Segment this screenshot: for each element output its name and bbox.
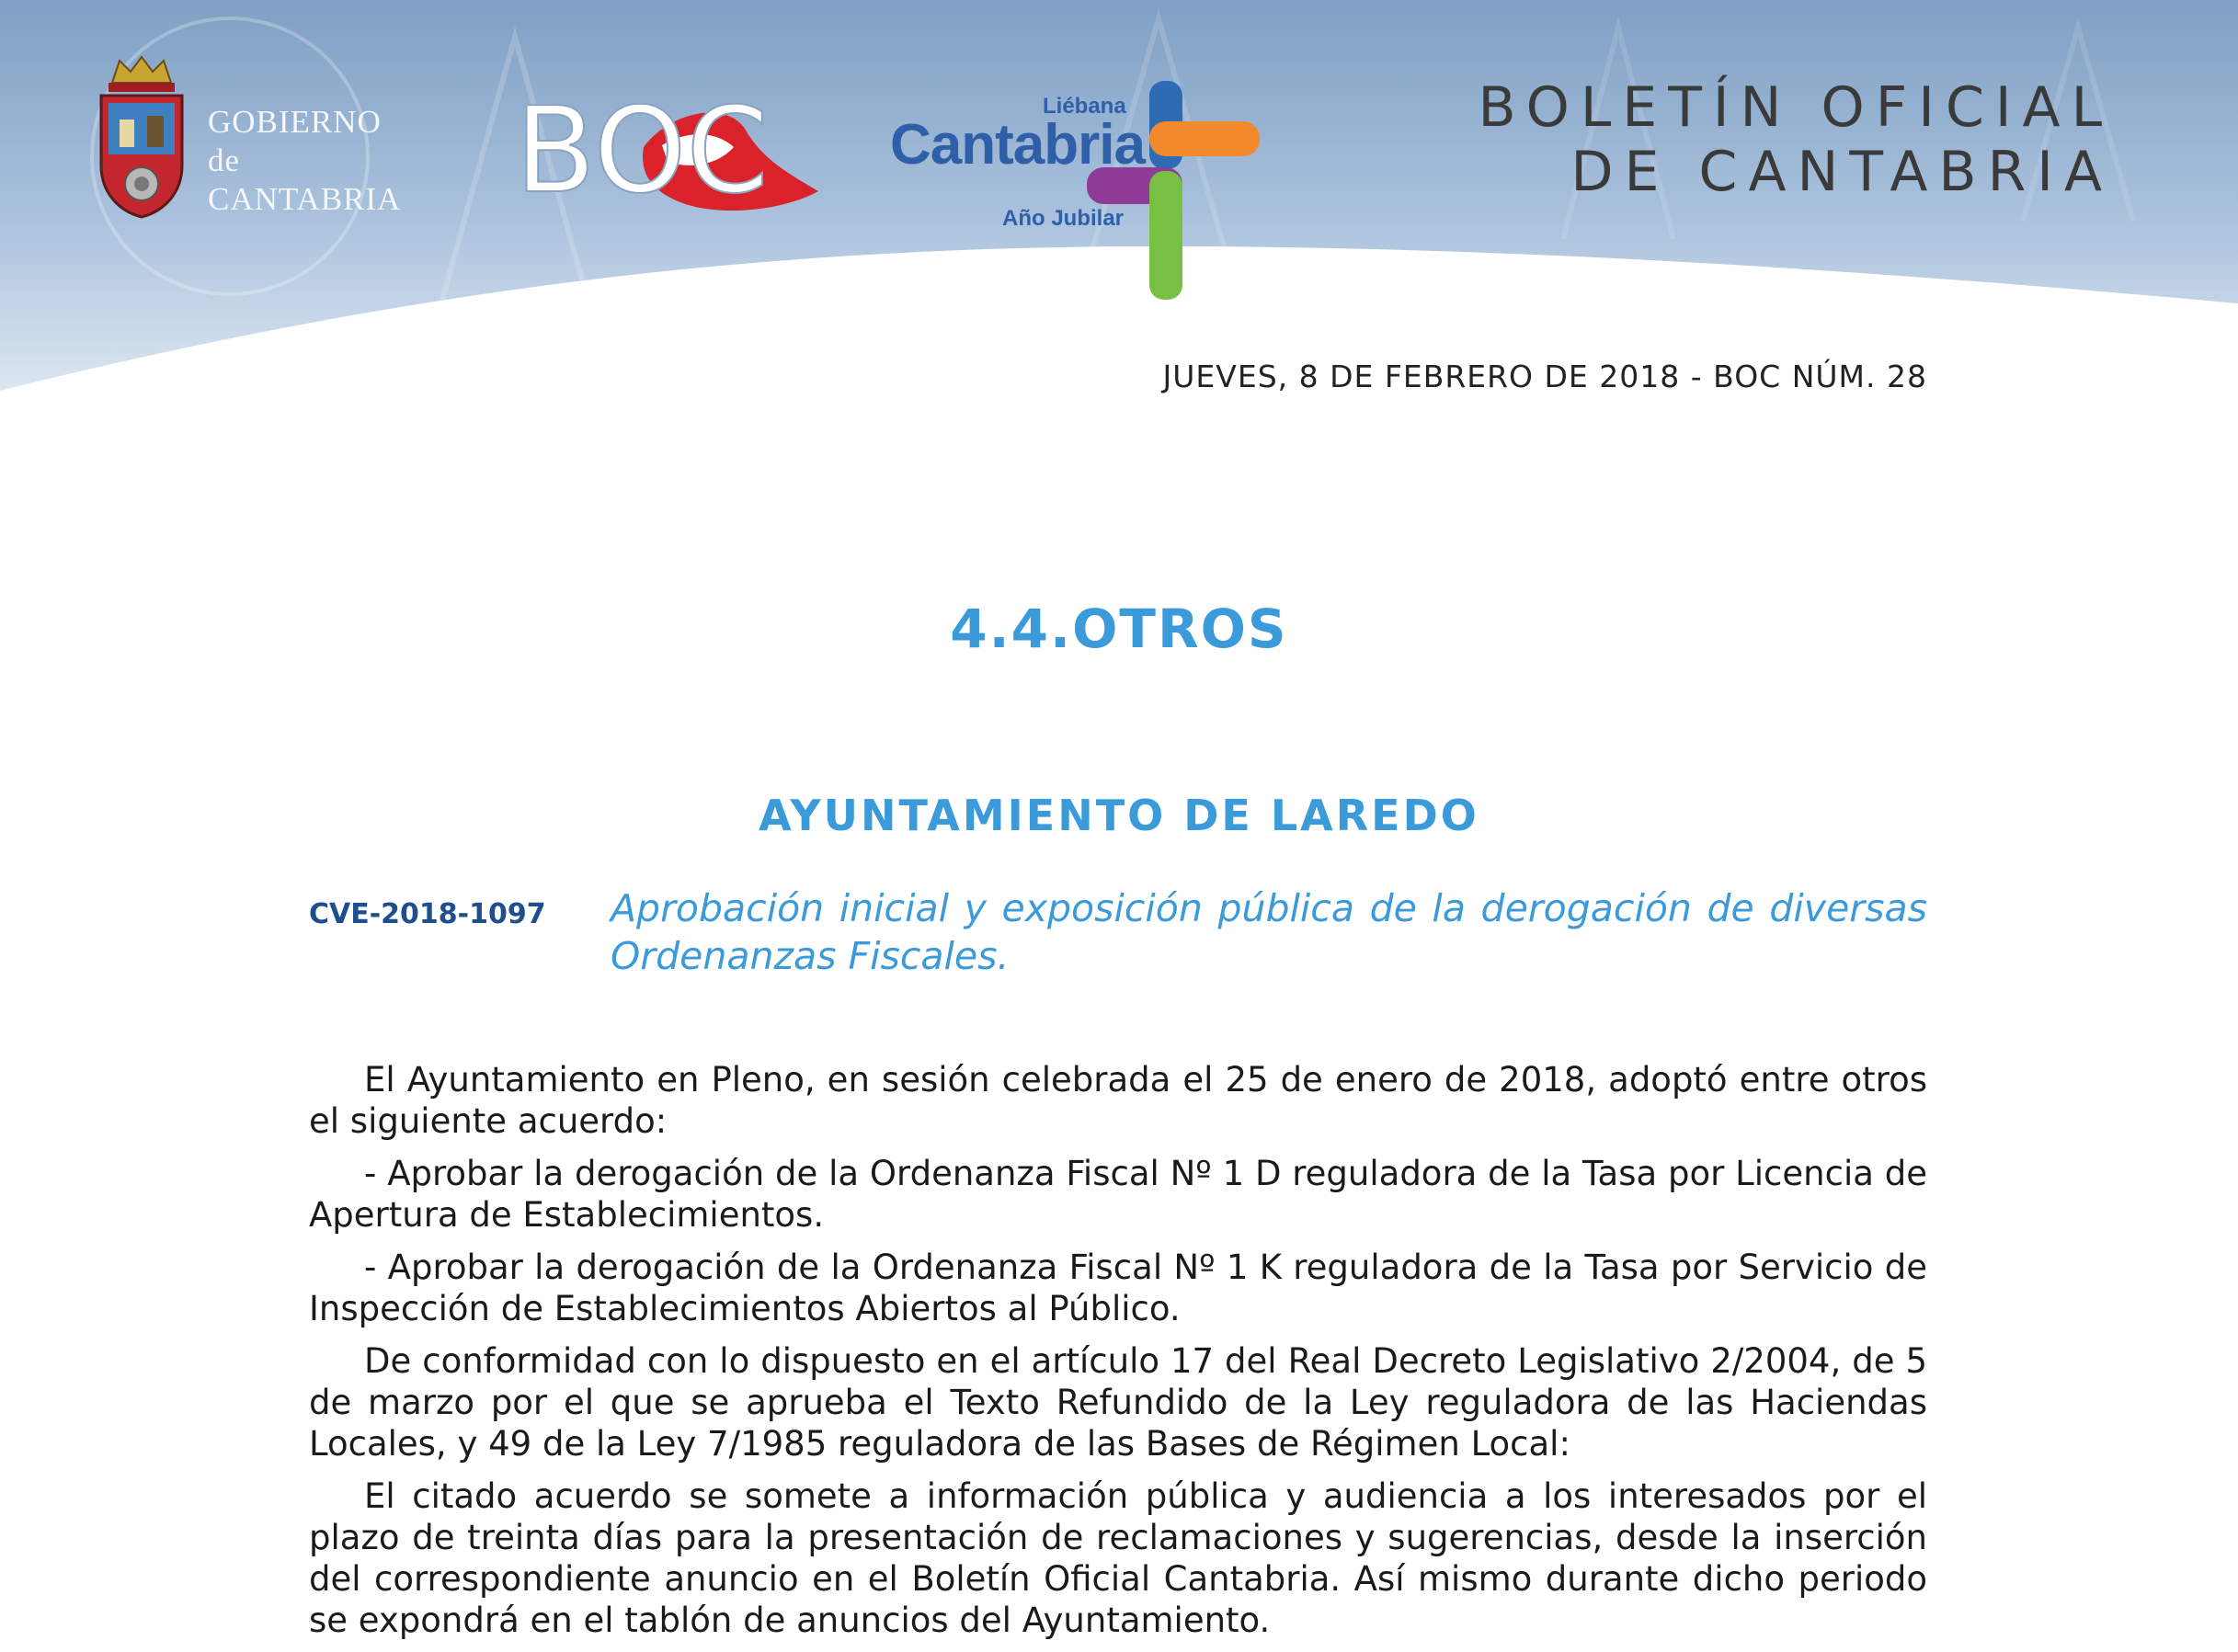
body-paragraph: El Ayuntamiento en Pleno, en sesión celebrada el 25 de enero de 2018, adoptó entre otros el siguiente acuerdo: xyxy=(309,1060,1927,1141)
boc-logo xyxy=(515,74,828,221)
bulletin-title-line-2: DE CANTABRIA xyxy=(1570,140,2113,204)
bulletin-title-line-1: BOLETÍN OFICIAL xyxy=(1478,75,2113,140)
body-paragraph: De conformidad con lo dispuesto en el artículo 17 del Real Decreto Legislativo 2/2004, de 5 de marzo por el que se aprueba el Texto Refundido de la Ley reguladora de las Haciendas Locales, y 49 de la Ley 7/1985 reguladora de las Bases de Régimen Local: xyxy=(309,1341,1927,1464)
announcement-summary: Aprobación inicial y exposición pública de la derogación de diversas Ordenanzas Fiscales. xyxy=(611,886,1927,978)
boc-logo-text: BOC xyxy=(515,83,769,220)
jubilee-logo-bottom: Año Jubilar xyxy=(1002,206,1125,231)
jubilee-logo-top: Liébana xyxy=(1043,94,1126,119)
jubilee-logo xyxy=(883,75,1269,305)
issue-date-line: JUEVES, 8 DE FEBRERO DE 2018 - BOC NÚM. 28 xyxy=(1162,359,1927,394)
bulletin-title xyxy=(1405,75,2113,204)
section-title: 4.4.OTROS xyxy=(950,598,1288,660)
jubilee-logo-main: Cantabria xyxy=(890,113,1145,177)
announcement-body xyxy=(309,1059,1927,1652)
government-name xyxy=(208,103,401,219)
government-line-1: GOBIERNO xyxy=(208,104,382,140)
government-line-2: de xyxy=(208,142,241,178)
coat-of-arms-icon xyxy=(92,55,191,221)
header-banner xyxy=(0,0,2238,404)
issuing-entity: AYUNTAMIENTO DE LAREDO xyxy=(759,791,1479,840)
body-paragraph: - Aprobar la derogación de la Ordenanza Fiscal Nº 1 D reguladora de la Tasa por Licencia de Apertura de Establecimientos. xyxy=(309,1154,1927,1235)
government-line-3: CANTABRIA xyxy=(208,181,402,217)
body-paragraph: - Aprobar la derogación de la Ordenanza Fiscal Nº 1 K reguladora de la Tasa por Servicio de Inspección de Establecimientos Abiertos al Público. xyxy=(309,1248,1927,1328)
cve-code: CVE-2018-1097 xyxy=(309,898,546,930)
body-paragraph: El citado acuerdo se somete a información pública y audiencia a los interesados por el plazo de treinta días para la presentación de reclamaciones y sugerencias, desde la inserción del correspondiente anuncio en el Boletín Oficial Cantabria. Así mismo durante dicho periodo se expondrá en el tablón de anuncios del Ayuntamiento. xyxy=(309,1476,1927,1640)
